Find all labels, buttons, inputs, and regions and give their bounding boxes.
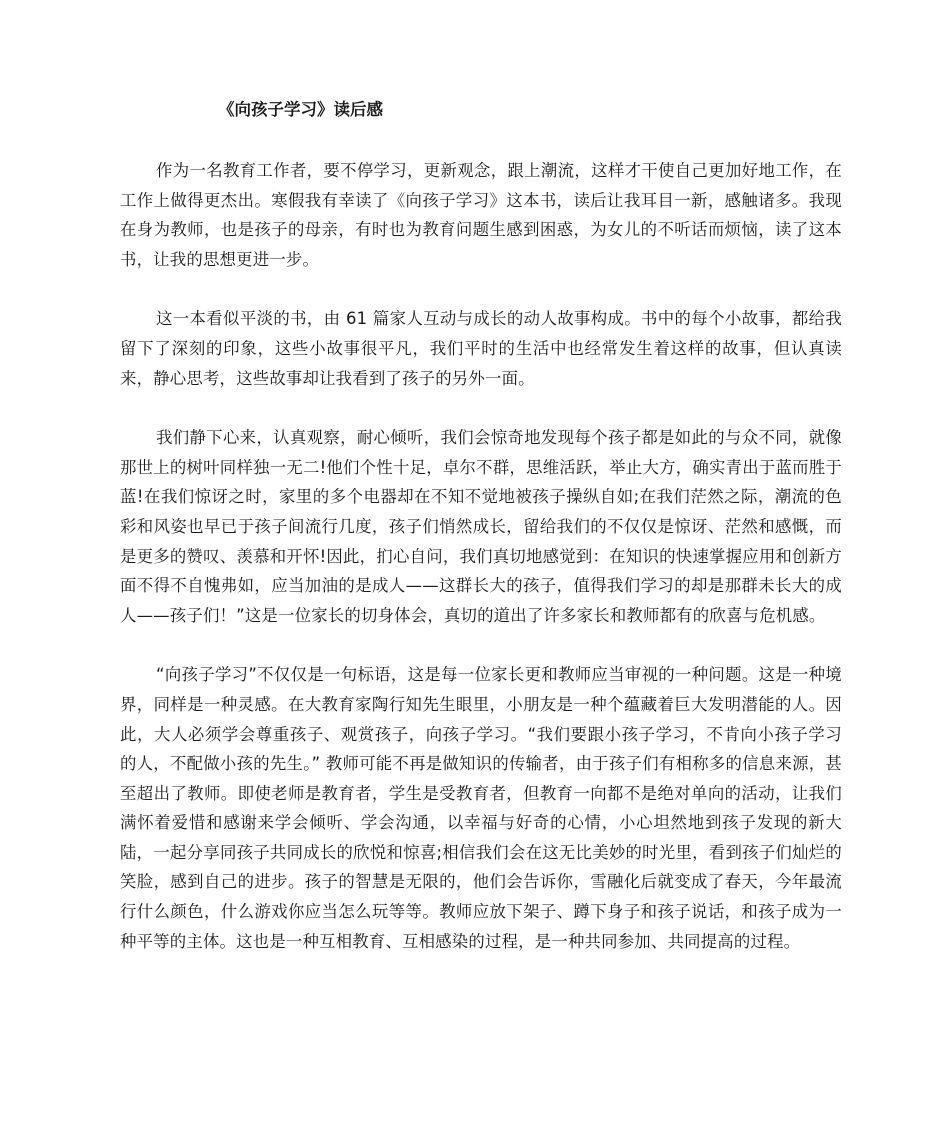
document-body (120, 156, 842, 986)
paragraph-3: 我们静下心来，认真观察，耐心倾听，我们会惊奇地发现每个孩子都是如此的与众不同，就像那世上的树叶同样独一无二!他们个性十足，卓尔不群，思维活跃，举止大方，确实青出于蓝而胜于蓝!在我们惊讶之时，家里的多个电器却在不知不觉地被孩子操纵自如;在我们茫然之际，潮流的色彩和风姿也早已于孩子间流行几度，孩子们悄然成长，留给我们的不仅仅是惊讶、茫然和感慨，而是更多的赞叹、羡慕和开怀!因此，扪心自问，我们真切地感觉到：在知识的快速掌握应用和创新方面不得不自愧弗如，应当加油的是成人——这群长大的孩子，值得我们学习的却是那群未长大的成人——孩子们！”这是一位家长的切身体会，真切的道出了许多家长和教师都有的欣喜与危机感。 (120, 428, 842, 625)
document-title: 《向孩子学习》读后感 (218, 100, 383, 119)
paragraph-4: “向孩子学习”不仅仅是一句标语，这是每一位家长更和教师应当审视的一种问题。这是一种境界，同样是一种灵感。在大教育家陶行知先生眼里，小朋友是一种个蕴藏着巨大发明潜能的人。因此，大人必须学会尊重孩子、观赏孩子，向孩子学习。“我们要跟小孩子学习，不肯向小孩子学习的人，不配做小孩的先生。” 教师可能不再是做知识的传输者，由于孩子们有相称多的信息来源，甚至超出了教师。即使老师是教育者，学生是受教育者，但教育一向都不是绝对单向的活动，让我们满怀着爱惜和感谢来学会倾听、学会沟通，以幸福与好奇的心情，小心坦然地到孩子发现的新大陆，一起分享同孩子共同成长的欣悦和惊喜;相信我们会在这无比美妙的时光里，看到孩子们灿烂的笑脸，感到自己的进步。孩子的智慧是无限的，他们会告诉你，雪融化后就变成了春天，今年最流行什么颜色，什么游戏你应当怎么玩等等。教师应放下架子、蹲下身子和孩子说话，和孩子成为一种平等的主体。这也是一种互相教育、互相感染的过程，是一种共同参加、共同提高的过程。 (120, 665, 842, 951)
paragraph-1: 作为一名教育工作者，要不停学习，更新观念，跟上潮流，这样才干使自己更加好地工作，在工作上做得更杰出。寒假我有幸读了《向孩子学习》这本书，读后让我耳目一新，感触诸多。我现在身为教师，也是孩子的母亲，有时也为教育问题生感到困惑，为女儿的不听话而烦恼，读了这本书，让我的思想更进一步。 (120, 161, 842, 269)
paragraph-2: 这一本看似平淡的书，由 61 篇家人互动与成长的动人故事构成。书中的每个小故事，都给我留下了深刻的印象，这些小故事很平凡，我们平时的生活中也经常发生着这样的故事，但认真读来，静心思考，这些故事却让我看到了孩子的另外一面。 (120, 309, 842, 388)
